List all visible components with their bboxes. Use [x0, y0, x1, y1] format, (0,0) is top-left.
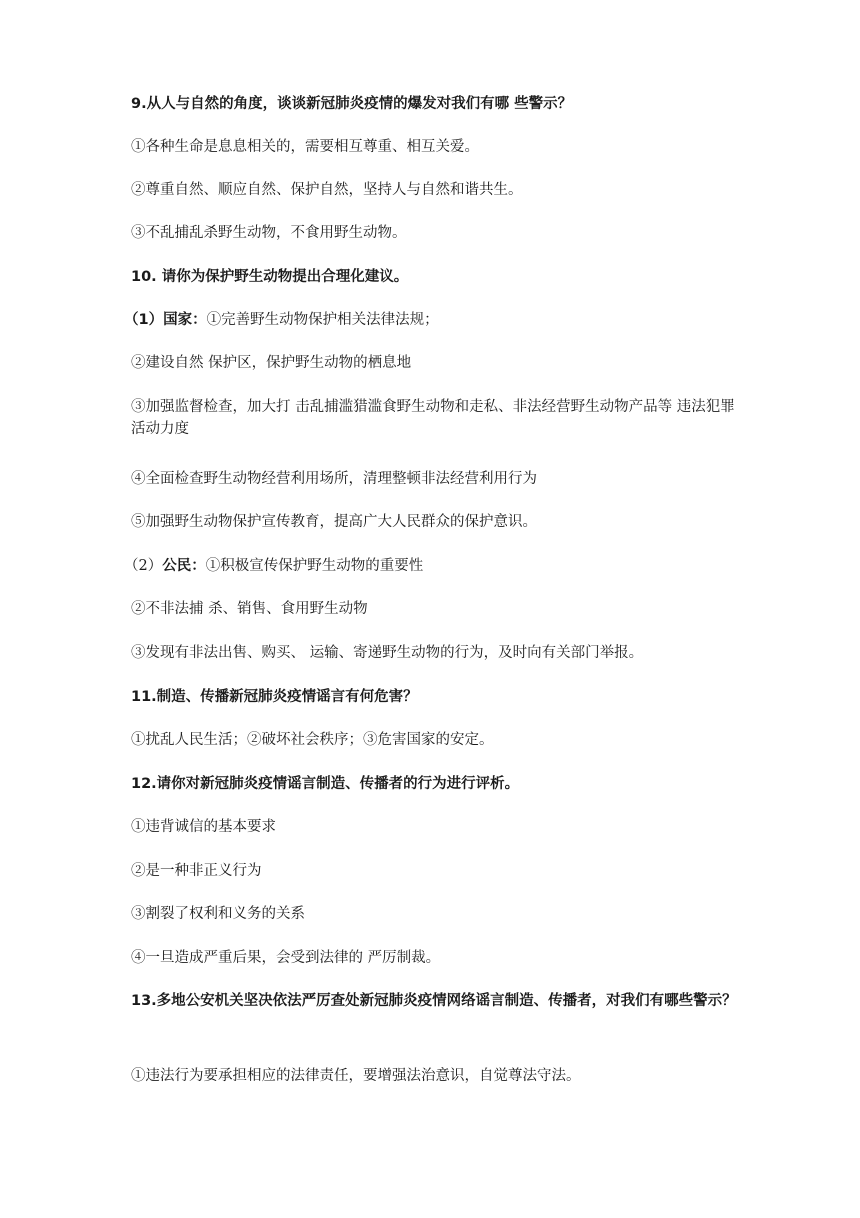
citizen-item-3: ③发现有非法出售、购买、 运输、寄递野生动物的行为，及时向有关部门举报。 — [131, 645, 644, 661]
state-item-2: ②建设自然 保护区，保护野生动物的栖息地 — [131, 355, 412, 371]
citizen-label-prefix: （2） — [124, 558, 163, 574]
question-9-title: 9.从人与自然的角度，谈谈新冠肺炎疫情的爆发对我们有哪 些警示？ — [131, 96, 573, 112]
state-label: （1）国家： — [124, 312, 207, 328]
question-9-answer-3: ③不乱捕乱杀野生动物，不食用野生动物。 — [131, 225, 407, 241]
question-10-citizen-line — [124, 555, 734, 577]
question-12-answer-3: ③割裂了权利和义务的关系 — [131, 906, 305, 922]
question-12-answer-2: ②是一种非正义行为 — [131, 863, 262, 879]
state-item-4: ④全面检查野生动物经营利用场所，清理整顿非法经营利用行为 — [131, 471, 537, 487]
state-item-5: ⑤加强野生动物保护宣传教育，提高广大人民群众的保护意识。 — [131, 514, 537, 530]
state-item-3: ③加强监督检查，加大打 击乱捕滥猎滥食野生动物和走私、非法经营野生动物产品等 违法犯罪活动力度 — [131, 399, 735, 437]
question-12-answer-1: ①违背诚信的基本要求 — [131, 819, 276, 835]
citizen-item-1: ①积极宣传保护野生动物的重要性 — [205, 558, 424, 574]
question-12-title: 12.请你对新冠肺炎疫情谣言制造、传播者的行为进行评析。 — [131, 776, 520, 792]
question-11-title: 11.制造、传播新冠肺炎疫情谣言有何危害？ — [131, 689, 418, 705]
question-12-answer-4: ④一旦造成严重后果，会受到法律的 严厉制裁。 — [131, 950, 441, 966]
citizen-label: 公民： — [162, 558, 206, 574]
citizen-item-2: ②不非法捕 杀、销售、食用野生动物 — [131, 601, 368, 617]
state-item-1: ①完善野生动物保护相关法律法规； — [206, 312, 439, 328]
question-13-title: 13.多地公安机关坚决依法严厉查处新冠肺炎疫情网络谣言制造、传播者，对我们有哪些警示？ — [131, 993, 737, 1009]
question-13-answer-1: ①违法行为要承担相应的法律责任，要增强法治意识，自觉尊法守法。 — [131, 1068, 581, 1084]
question-10-title: 10. 请你为保护野生动物提出合理化建议。 — [131, 269, 409, 285]
question-10-state-line — [124, 309, 734, 331]
question-9-answer-2: ②尊重自然、顺应自然、保护自然，坚持人与自然和谐共生。 — [131, 182, 523, 198]
question-9-answer-1: ①各种生命是息息相关的，需要相互尊重、相互关爱。 — [131, 139, 479, 155]
question-11-answer-1: ①扰乱人民生活；②破坏社会秩序；③危害国家的安定。 — [131, 732, 494, 748]
